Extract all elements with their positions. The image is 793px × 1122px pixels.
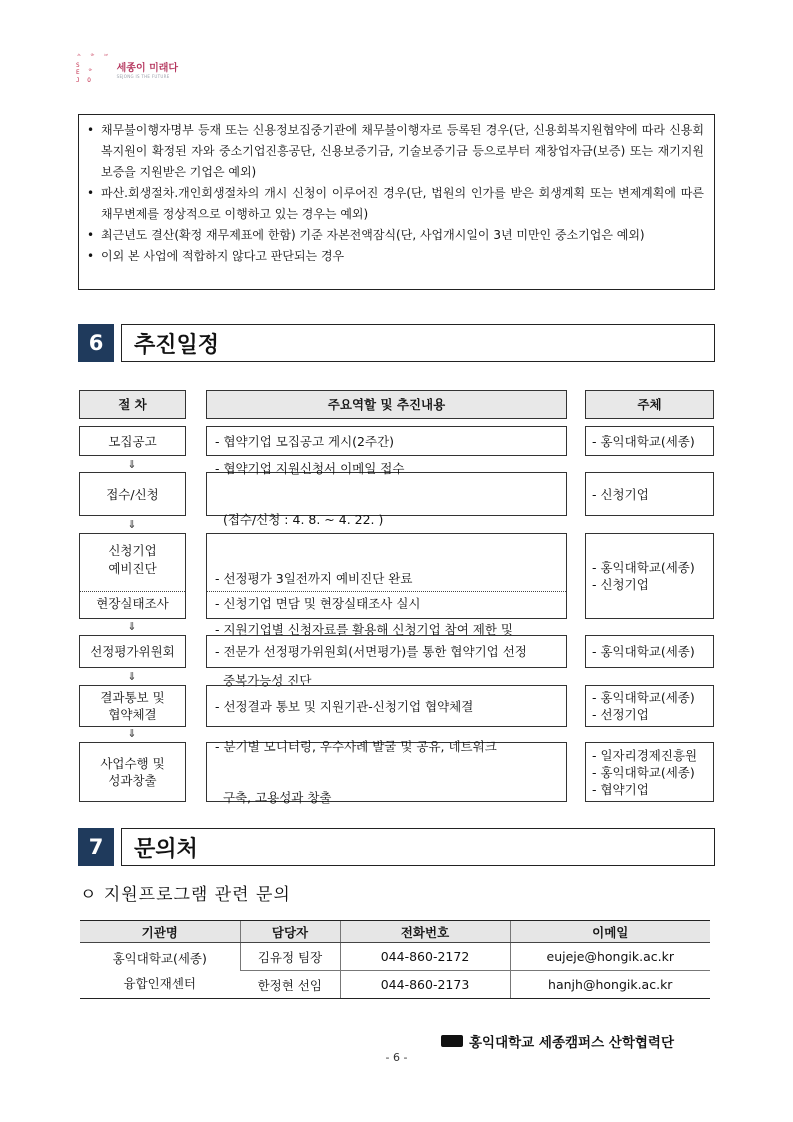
exclusion-item: • 채무불이행자명부 등재 또는 신용정보집중기관에 채무불이행자로 등록된 경우(단, 신용회복지원협약에 따라 신용회복지원이 확정된 자와 중소기업진흥공단, 신용보증기금, 기술보증기금 등으로부터 재창업자금(보증) 또는 재기지원 보증을 지원받은 기업은 예외) (87, 120, 704, 183)
content-line: - 선정결과 통보 및 지원기관-신청기업 협약체결 (215, 698, 474, 714)
actor-line: - 홍익대학교(세종) (592, 764, 695, 780)
content-application (206, 461, 567, 527)
step-project-execution (79, 742, 186, 802)
column-header: 기관명 (80, 921, 240, 943)
actor-evaluation-committee (585, 635, 714, 668)
inquiry-subtitle: ㅇ 지원프로그램 관련 문의 (80, 885, 291, 905)
actor-application (585, 472, 714, 516)
actor-line: - 홍익대학교(세종) (592, 644, 695, 659)
content-line: 구축, 고용성과 창출 (215, 790, 332, 805)
actor-recruit-notice (585, 426, 714, 456)
section-number: 6 (78, 324, 114, 362)
logo-letters (76, 54, 111, 84)
email-cell: eujeje@hongik.ac.kr (510, 943, 710, 971)
actor-line: - 홍익대학교(세종) (592, 433, 695, 449)
flow-arrow: ⇓ (127, 620, 137, 633)
phone-cell: 044-860-2173 (340, 971, 510, 999)
person-cell: 한정현 선임 (240, 971, 340, 999)
step-label: 모집공고 (108, 433, 157, 449)
content-line: - 지원기업별 신청자료를 활용해 신청기업 참여 제한 및 (215, 622, 513, 637)
flow-arrow: ⇓ (127, 518, 137, 531)
actor-line: - 협약기업 (592, 781, 649, 797)
step-recruit-notice (79, 426, 186, 456)
exclusion-item: • 파산.회생절차.개인회생절차의 개시 신청이 이루어진 경우(단, 법원의 인가를 받은 회생계획 또는 변제계획에 따른 채무변제를 정상적으로 이행하고 있는 경우는 예외) (87, 183, 704, 225)
actor-result-agreement (585, 685, 714, 727)
actor-prediagnosis (585, 533, 714, 619)
logo-letter-row: J O (76, 76, 93, 84)
schedule-header-content: 주요역할 및 추진내용 (206, 390, 567, 419)
org-name: 홍익대학교(세종) (112, 950, 207, 966)
column-header: 담당자 (240, 921, 340, 943)
step-label: 성과창출 (108, 773, 157, 788)
section-7-header (78, 828, 715, 866)
actor-project-execution (585, 742, 714, 802)
content-line-site-survey: - 신청기업 면담 및 현장실태조사 실시 (215, 596, 421, 611)
university-emblem-icon (441, 1035, 463, 1047)
logo-text (117, 59, 178, 79)
logo-sub-text: SEJONG IS THE FUTURE (116, 74, 170, 79)
footer-organization (441, 1031, 674, 1051)
content-line: - 협약기업 모집공고 게시(2주간) (215, 433, 395, 449)
step-application (79, 472, 186, 516)
org-department: 융합인재센터 (123, 975, 196, 991)
section-title: 추진일정 (121, 324, 715, 362)
step-prediagnosis-group (79, 533, 186, 619)
phone-cell: 044-860-2172 (340, 943, 510, 971)
step-label: 결과통보 및 (100, 690, 165, 705)
actor-line: - 홍익대학교(세종) (592, 560, 695, 575)
content-project-execution (206, 739, 567, 805)
logo-letter-row: S (76, 61, 82, 69)
exclusion-notes-box (78, 114, 715, 290)
actor-line: - 선정기업 (592, 707, 649, 722)
section-number: 7 (78, 828, 114, 866)
section-title: 문의처 (121, 828, 715, 866)
column-header: 이메일 (510, 921, 710, 943)
step-result-agreement (79, 685, 186, 727)
actor-line: - 신청기업 (592, 486, 649, 502)
column-header: 전화번호 (340, 921, 510, 943)
exclusion-item: • 이외 본 사업에 적합하지 않다고 판단되는 경우 (87, 246, 704, 267)
logo-letter-row: ᅀ ᄒ ᄏ (76, 54, 111, 61)
person-cell: 김유정 팀장 (240, 943, 340, 971)
content-line: 중복가능성 진단 (215, 673, 312, 688)
content-line: - 선정평가 3일전까지 예비진단 완료 (215, 571, 413, 586)
schedule-header-step: 절 차 (79, 390, 186, 419)
email-cell: hanjh@hongik.ac.kr (510, 971, 710, 999)
contact-table (80, 920, 710, 999)
table-row (80, 943, 710, 971)
footer-org-name: 홍익대학교 세종캠퍼스 산학협력단 (469, 1035, 675, 1051)
step-label-site-survey: 현장실태조사 (96, 596, 169, 611)
step-label: 사업수행 및 (100, 756, 165, 771)
content-line: - 전문가 선정평가위원회(서면평가)를 통한 협약기업 선정 (215, 644, 527, 659)
step-label: 접수/신청 (106, 486, 159, 502)
content-evaluation-committee (206, 635, 567, 668)
logo-letter-row: E ᄒ (76, 69, 96, 76)
table-header-row (80, 921, 710, 943)
exclusion-item: • 최근년도 결산(확정 재무제표에 한함) 기준 자본전액잠식(단, 사업개시일이 3년 미만인 중소기업은 예외) (87, 225, 704, 246)
flow-arrow: ⇓ (127, 727, 137, 740)
flow-arrow: ⇓ (127, 458, 137, 471)
org-cell (80, 943, 240, 999)
actor-line: - 신청기업 (592, 577, 649, 592)
content-line: (접수/신청 : 4. 8. ~ 4. 22. ) (215, 512, 384, 527)
section-6-header (78, 324, 715, 362)
actor-line: - 일자리경제진흥원 (592, 747, 698, 763)
logo (76, 52, 178, 86)
logo-main-text: 세종이 미래다 (116, 63, 179, 74)
step-label: 협약체결 (108, 707, 157, 722)
page-number: - 6 - (385, 1051, 408, 1064)
actor-line: - 홍익대학교(세종) (592, 690, 695, 705)
content-line: - 분기별 모니터링, 우수사례 발굴 및 공유, 네트워크 (215, 739, 497, 754)
schedule-header-actor: 주체 (585, 390, 714, 419)
step-label: 예비진단 (108, 561, 157, 576)
exclusion-list (87, 120, 704, 267)
content-line: - 협약기업 지원신청서 이메일 접수 (215, 461, 405, 476)
step-evaluation-committee (79, 635, 186, 668)
step-label: 선정평가위원회 (90, 644, 175, 659)
step-label: 신청기업 (108, 543, 157, 558)
flow-arrow: ⇓ (127, 670, 137, 683)
